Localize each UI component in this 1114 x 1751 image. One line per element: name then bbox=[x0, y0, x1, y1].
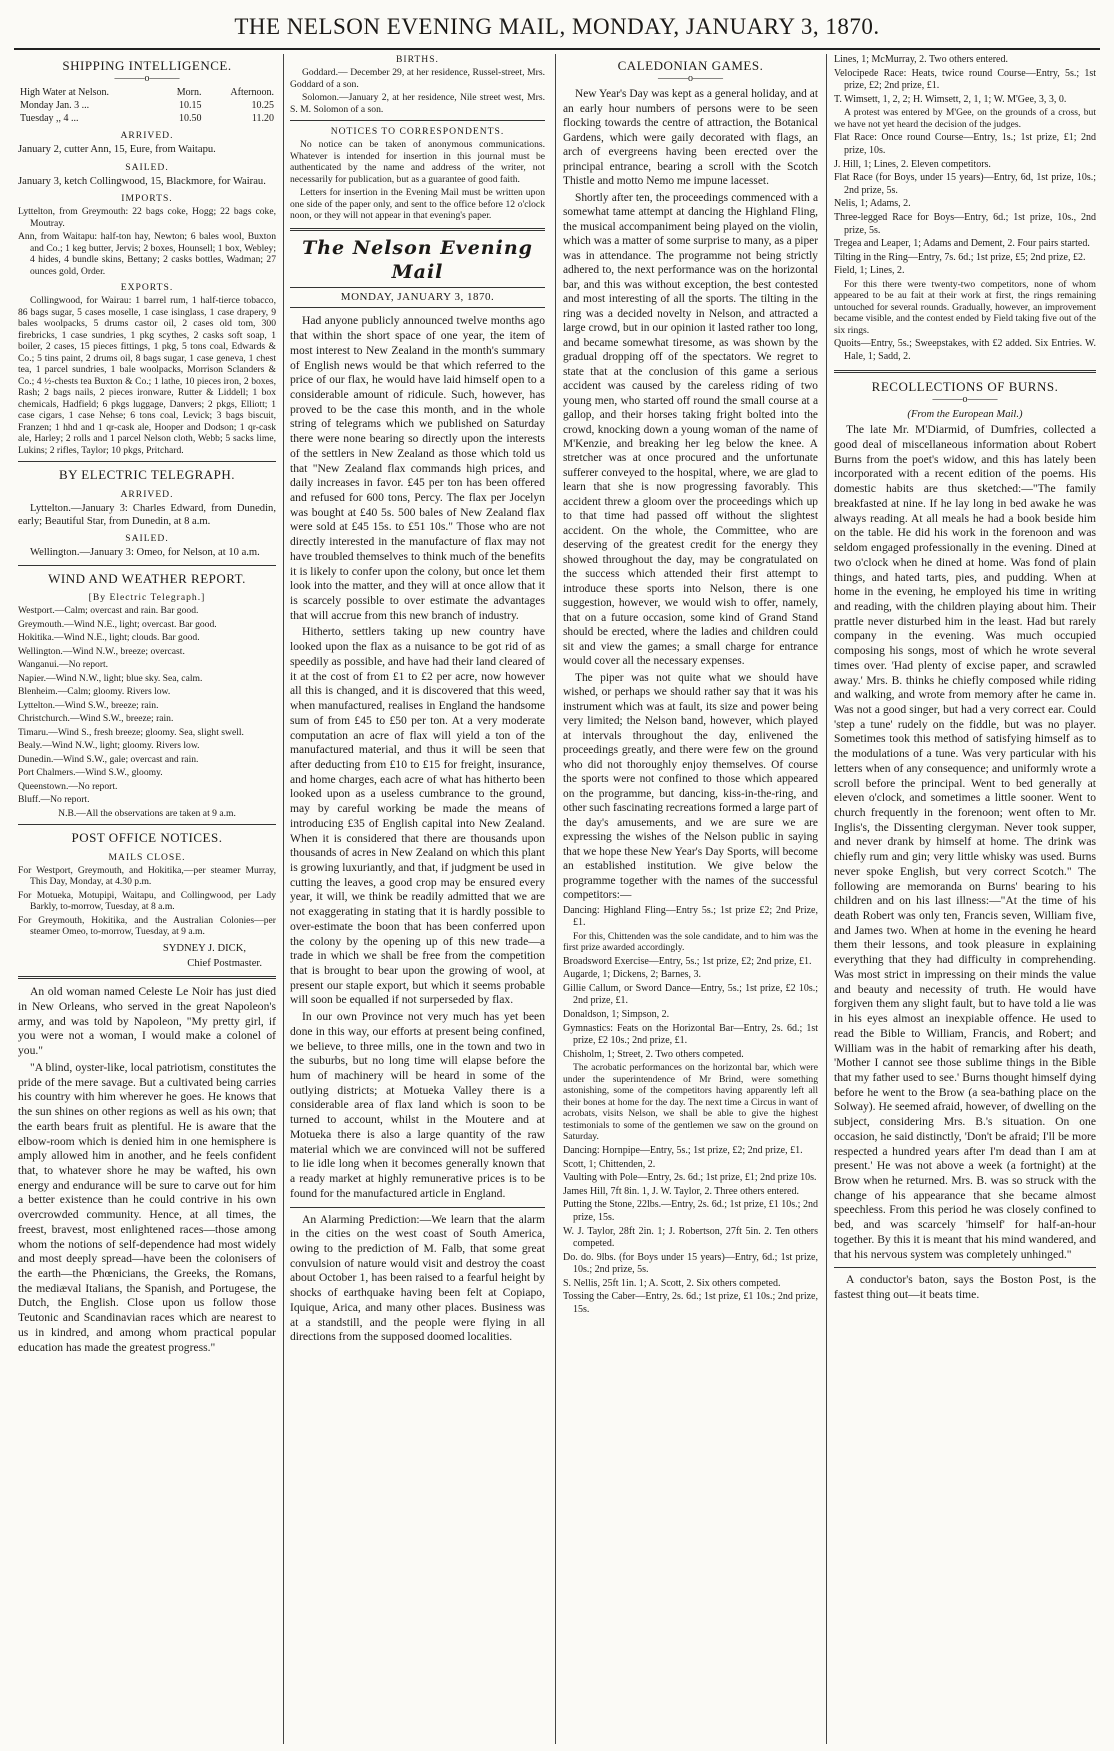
weather-entry: Timaru.—Wind S., fresh breeze; gloomy. Sea, slight swell. bbox=[18, 726, 244, 738]
result-entry: Donaldson, 1; Simpson, 2. bbox=[563, 1009, 670, 1021]
column-4: Lines, 1; McMurray, 2. Two others entered. Velocipede Race: Heats, twice round Course—Entry, 5s.; 1st prize, £2; 2nd prize, £1. T. Wimsett, 1, 2, 2; H. Wimsett, 2, 1, 1; W. M'Gee, 3, 3, 0. A protest was entered by M'Gee, on the grounds of a cross, but we have not yet heard the decision of the judges. Flat Race: Once round Course—Entry, 1s.; 1st prize, £1; 2nd prize, 10s. J. Hill, 1; Lines, 2. Eleven competitors. Flat Race (for Boys, under 15 years)—Entry, 6d, 1st prize, 10s.; 2nd prize, 5s. Nelis, 1; Adams, 2. Three-legged Race for Boys—Entry, 6d.; 1st prize, 10s., 2nd prize, 5s. Tregea and Leaper, 1; Adams and Dement, 2. Four pairs started. Tilting in the Ring—Entry, 7s. 6d.; 1st prize, £5; 2nd prize, £2. Field, 1; Lines, 2. For this there were twenty-two competitors, none of whom appeared to be au fait at their work at first, the rings remaining untouched for several rounds. Gradually, however, an improvement became visible, and the contest ended by Field taking five out of the six rings. Quoits—Entry, 5s.; Sweepstakes, with £2 added. Six Entries. W. Hale, 1; Sadd, 2. RECOLLECTIONS OF BURNS. ———o——— (From the European Mail.) The late Mr. M'Diarmid, of Dumfries, collected a good deal of miscellaneous information about Robert Burns from the poet's widow, and this has lately been incorporated with a recent edition of the poems. His domestic habits are thus sketched:—"The family breakfasted at nine. If he lay long in bed awake he was always reading. At all meals he had a book beside him on the table. He did his work in the forenoon and was seldom engaged professionally in the evening. Dined at two o'clock when he dined at home. Was fond of plain things, and hated tarts, pies, and pudding. When at home in the evening, he employed his time in writing and reading, with the children playing about him. Their prattle never disturbed him in the least. Had but rarely company in the evening. Was much occupied composing his songs, most of which he wrote several times over. 'Had plenty of excise paper, and scrawled away.' Mrs. B. thinks he chiefly composed while riding and walking, and wrote from memory after he came in. Was not a good singer, but had a very correct ear. Could 'step a tune' rudely on the fiddle, but was no player. Sometimes took this method of satisfying himself as to the modulations of a tune. Was very particular with his letters when of any consequence; and uniformly wrote a scroll before the principal. Went to bed generally at eleven o'clock, and sometimes a little sooner. Went to church frequently in the forenoon; went often to Mr. Inglis's, the Dissenting clergyman. Never took supper, and never drank by himself at home. The drink was chiefly rum and gin; very little whisky was used. Burns never spoke English, but very correct Scotch." The following are memoranda on Burns' bearing to his children and on his last illness:—"At the time of his death Robert was only ten, Francis seven, William five, and James two. When at home in the evening he heard them their lessons, and took pleasure in explaining everything that they had difficulty in comprehending. Was most strict in impressing on their minds the value and beauty and necessity of truth. He would have forgiven them any slight fault, but to have told a lie was in his eyes almost an inexpiable offence. He used to read the Bible to William, Francis, and Robert; and William was in the habit of remarking after his death, 'Mother I cannot see those sublime things in the Bible that my father used to see.' Burns thought himself dying before he went to the Brow (a sea-bathing place on the Solway). He seemed afraid, however, of dwelling on the subject, considering Mrs. B.'s situation. On one occasion, he said distinctly, 'Don't be afraid; I'll be more respected a hundred years after I'm dead than I am at present.' He was not above a week (a fortnight) at the Brow when he returned. Mrs. B. was so struck with the change of his appearance that she became almost speechless. From this period he was closely confined to bed, and was scarcely 'himself' for half-an-hour together. By this it is meant that his mind wandered, and that his nervous system was completely unhinged." A conductor's baton, says the Boston Post, is the fastest thing out—it beats time. bbox=[834, 54, 1096, 1301]
weather-entry: Blenheim.—Calm; gloomy. Rivers low. bbox=[18, 686, 171, 698]
result-entry: Dancing: Highland Fling—Entry 5s.; 1st prize £2; 2nd Prize, £1. bbox=[563, 904, 818, 929]
result-entry: Gymnastics: Feats on the Horizontal Bar—Entry, 2s. 6d.; 1st prize, £2 10s.; 2nd prize, £1. bbox=[563, 1022, 818, 1047]
tide-table: High Water at Nelson. Morn. Afternoon. Monday Jan. 3 ... 10.15 10.25 Tuesday ,, 4 ... 10.50 11.20 bbox=[20, 87, 274, 124]
weather-entry: Wanganui.—No report. bbox=[18, 659, 109, 671]
correspondents-notice: Letters for insertion in the Evening Mail must be written upon one side of the paper only, and sent to the office before 12 o'clock noon, or they will not appear in that evening's paper. bbox=[290, 187, 545, 222]
weather-entry: Bluff.—No report. bbox=[18, 794, 90, 806]
result-entry: Flat Race: Once round Course—Entry, 1s.; 1st prize, £1; 2nd prize, 10s. bbox=[834, 132, 1096, 156]
weather-title: WIND AND WEATHER REPORT. bbox=[48, 570, 246, 586]
column-2 bbox=[290, 54, 545, 1744]
tide-row: Tuesday ,, 4 ... 10.50 11.20 bbox=[20, 112, 274, 124]
result-entry: Quoits—Entry, 5s.; Sweepstakes, with £2 added. Six Entries. W. Hale, 1; Sadd, 2. bbox=[834, 338, 1096, 362]
result-entry: Vaulting with Pole—Entry, 2s. 6d.; 1st prize, £1; 2nd prize 10s. bbox=[563, 1172, 817, 1184]
column-divider bbox=[555, 54, 556, 1744]
games-results-continued bbox=[834, 54, 1096, 364]
weather-entry: Bealy.—Wind N.W., light; gloomy. Rivers low. bbox=[18, 740, 200, 752]
caledonian-title: CALEDONIAN GAMES. bbox=[617, 58, 764, 73]
mail-entry: For Motueka, Motupipi, Waitapu, and Collingwood, per Lady Barkly, to-morrow, Tuesday, at 8 a.m. bbox=[18, 889, 276, 913]
exports-text: Collingwood, for Wairau: 1 barrel rum, 1 half-tierce tobacco, 86 bags sugar, 5 cases moselle, 1 case isinglass, 1 case drapery, 9 bales woolpacks, 5 drums castor oil, 2 cases old tom, 300 firebricks, 1 case sundries, 1 pkg scythes, 2 casks soft soap, 1 boiler, 2 cases, 15 pieces fittings, 1 pkg, 5 tons coal, Edwards & Co.; 5 tins paint, 2 drums oil, 8 bags sugar, 1 case geneva, 1 chest tea, 1 parcel sundries, 1 bale woolpacks, Morrison Sclanders & Co.; 4 ½-chests tea Buxton & Co.; 1 lathe, 10 pieces iron, 2 boxes, Rash; 2 bags nails, 2 pieces ironware, Rutter & Liddell; 1 box chemicals, Hadfield; 6 pkgs luggage, Danvers; 2 pkgs, Elliott; 1 case cigars, 1 case Nehse; 6 tons coal, Levick; 3 bags biscuit, Franzen; 1 hhd and 1 qr-cask ale, Hooper and Dodson; 1 qr-cask ale, Harley; 2 rolls and 1 parcel Nelson cloth, Webb; 5 sacks lime, Lukins; 2 rifles, Taylor; 10 pkgs, Pritchard. bbox=[18, 295, 276, 456]
baton-paragraph: A conductor's baton, says the Boston Post, is the fastest thing out—it beats time. bbox=[834, 1273, 1096, 1301]
result-entry: Three-legged Race for Boys—Entry, 6d.; 1st prize, 10s., 2nd prize, 5s. bbox=[834, 211, 1096, 236]
correspondents-heading: NOTICES TO CORRESPONDENTS. bbox=[330, 126, 505, 138]
arrival: January 2, cutter Ann, 15, Eure, from Waitapu. bbox=[18, 144, 216, 156]
arrived-heading: ARRIVED. bbox=[120, 130, 174, 142]
postmaster-title: Chief Postmaster. bbox=[187, 957, 262, 969]
column-divider bbox=[283, 54, 284, 1744]
weather-entry: Hokitika.—Wind N.E., light; clouds. Bar good. bbox=[18, 632, 200, 644]
weather-entry: Christchurch.—Wind S.W., breeze; rain. bbox=[18, 713, 174, 725]
burns-source: (From the European Mail.) bbox=[907, 408, 1023, 420]
result-entry: Dancing: Hornpipe—Entry, 5s.; 1st prize, £2; 2nd prize, £1. bbox=[563, 1144, 803, 1156]
correspondents-notice: No notice can be taken of anonymous communications. Whatever is intended for insertion in this journal must be authenticated by the name and address of the writer, not necessarily for publication, but as a guarantee of good faith. bbox=[290, 139, 545, 185]
result-entry: Broadsword Exercise—Entry, 5s.; 1st prize, £2; 2nd prize, £1. bbox=[563, 955, 812, 967]
result-entry: Velocipede Race: Heats, twice round Course—Entry, 5s.; 1st prize, £2; 2nd prize, £1. bbox=[834, 67, 1096, 92]
birth-notice: Goddard.— December 29, at her residence, Russel-street, Mrs. Goddard of a son. bbox=[290, 67, 545, 90]
result-note: For this there were twenty-two competitors, none of whom appeared to be au fait at their work at first, the rings remaining untouched for several rounds. Gradually, however, an improvement became visible, and the contest ended by Field taking five out of the six rings. bbox=[834, 278, 1096, 336]
editorial-paragraph: Had anyone publicly announced twelve months ago that within the short space of one year, the item of most interest to New Zealand in the month's summary of English news would be that which referred to the price of our flax, he would have laid himself open to a considerable amount of ridicule. Such, however, has proved to be the case this month, and in the whole string of telegrams which we published on Saturday there were none bearing so directly upon the interests of the settlers in New Zealand as those which told us that "New Zealand flax commands high prices, and daily increases in favor. £45 per ton has been offered and refused for 600 tons, Percy. The flax per Jocelyn was bought at £40 5s. 500 bales of New Zealand flax were sold at £45 15s. to £51 10s." Those who are not directly interested in the manufacture of flax may not have troubled themselves to think much of the benefits it is likely to confer upon the colony, but once let them look into the matter, and they will at once allow that it is scarcely possible to over estimate the advantages that will accrue from this new branch of industry. bbox=[290, 314, 545, 622]
result-entry: Augarde, 1; Dickens, 2; Barnes, 3. bbox=[563, 969, 702, 981]
editorial-dateline: MONDAY, JANUARY 3, 1870. bbox=[290, 287, 545, 309]
result-entry: Putting the Stone, 22lbs.—Entry, 2s. 6d.; 1st prize, £1 10s.; 2nd prize, 15s. bbox=[563, 1199, 818, 1223]
sailed-heading: SAILED. bbox=[125, 161, 169, 173]
result-entry: Scott, 1; Chittenden, 2. bbox=[563, 1158, 656, 1170]
result-entry: Do. do. 9lbs. (for Boys under 15 years)—Entry, 6d.; 1st prize, 10s.; 2nd prize, 5s. bbox=[563, 1251, 818, 1276]
weather-list bbox=[18, 605, 276, 806]
burns-paragraph: The late Mr. M'Diarmid, of Dumfries, collected a good deal of miscellaneous information about Robert Burns from the poet's widow, and this has lately been incorporated with a recent edition of the poems. His domestic habits are thus sketched:—"The family breakfasted at nine. If he lay long in bed awake he was always reading. At all meals he had a book beside him on the table. He did his work in the forenoon and was seldom engaged professionally in the evening. Dined at two o'clock when he dined at home. Was fond of plain things, and hated tarts, pies, and pudding. When at home in the evening, he employed his time in writing and reading, with the children playing about him. Their prattle never disturbed him in the least. Had but rarely company in the evening. Was much occupied composing his songs, most of which he wrote several times over. 'Had plenty of excise paper, and scrawled away.' Mrs. B. thinks he chiefly composed while riding and walking, and wrote from memory after he came in. Was not a good singer, but had a very correct ear. Could 'step a tune' rudely on the fiddle, but was no player. Sometimes took this method of satisfying himself as to the modulations of a tune. Was very particular with his letters when of any consequence; and uniformly wrote a scroll before the principal. Went to bed generally at eleven o'clock, and sometimes a little sooner. Went to church frequently in the forenoon; went often to Mr. Inglis's, the Dissenting clergyman. Never took supper, and never drank by himself at home. The drink was chiefly rum and gin; very little whisky was used. Burns never spoke English, but very correct Scotch." The following are memoranda on Burns' bearing to his children and on his last illness:—"At the time of his death Robert was only ten, Francis seven, William five, and James two. When at home in the evening he heard them their lessons, and took pleasure in explaining everything that they had difficulty in comprehending. Was most strict in impressing on their minds the value and beauty and necessity of truth. He would have forgiven them any slight fault, but to have told a lie was in his eyes almost an inexpiable offence. He used to read the Bible to William, Francis, and Robert; and William was in the habit of remarking after his death, 'Mother I cannot see those sublime things in the Bible that my father used to see.' Burns thought himself dying before he went to the Brow (a sea-bathing place on the Solway). He seemed afraid, however, of dwelling on the subject, considering Mrs. B.'s situation. On one occasion, he said distinctly, 'Don't be afraid; I'll be more respected a hundred years after I'm dead than I am at present.' He was not above a week (a fortnight) at the Brow when he returned. Mrs. B. was so struck with the change of his appearance that she became almost speechless. From this period he was closely confined to bed, and was scarcely 'himself' for half-an-hour together. By this it is meant that his mind wandered, and that his nervous system was completely unhinged." bbox=[834, 423, 1096, 1261]
result-entry: Gillie Callum, or Sword Dance—Entry, 5s.; 1st prize, £2 10s.; 2nd prize, £1. bbox=[563, 982, 818, 1007]
result-entry: T. Wimsett, 1, 2, 2; H. Wimsett, 2, 1, 1; W. M'Gee, 3, 3, 0. bbox=[834, 93, 1067, 105]
games-paragraph: New Year's Day was kept as a general holiday, and at an early hour numbers of persons were to be seen flocking towards the centre of attraction, the Botanical Gardens, which were gaily decorated with flags, an arch of evergreens having been erected over the principal entrance, bearing a scroll with the Scotch Thistle and motto Nemo me impune lacesset. bbox=[563, 88, 818, 188]
result-entry: James Hill, 7ft 8in. 1, J. W. Taylor, 2. Three others entered. bbox=[563, 1185, 799, 1197]
result-entry: Flat Race (for Boys, under 15 years)—Entry, 6d, 1st prize, 10s.; 2nd prize, 5s. bbox=[834, 172, 1096, 196]
weather-entry: Queenstown.—No report. bbox=[18, 780, 118, 792]
telegraph-sailed: Wellington.—January 3: Omeo, for Nelson, at 10 a.m. bbox=[30, 547, 260, 559]
result-note: A protest was entered by M'Gee, on the grounds of a cross, but we have not yet heard the decision of the judges. bbox=[834, 107, 1096, 130]
weather-entry: Westport.—Calm; overcast and rain. Bar good. bbox=[18, 605, 199, 617]
result-entry: Chisholm, 1; Street, 2. Two others competed. bbox=[563, 1048, 744, 1060]
column-3: CALEDONIAN GAMES. ———o——— New Year's Day was kept as a general holiday, and at an early hour numbers of persons were to be seen flocking towards the centre of attraction, the Botanical Gardens, which were gaily decorated with flags, an arch of evergreens having been erected over the principal entrance, bearing a scroll with the Scotch Thistle and motto Nemo me impune lacesset. Shortly after ten, the proceedings commenced with a somewhat tame attempt at dancing the Highland Fling, the musical accompaniment being played on the violin, which was a matter of some surprise to many, as a piper was in attendance. The programme not being strictly adhered to, the next performance was on the horizontal bar, and this was without exception, the best contested and most interesting of all the sports. The tilting in the ring was a decided novelty in Nelson, and attracted a large crowd, but in our opinion it lasted rather too long, and became somewhat tiresome, as was shown by the gradual dropping off of the spectators. We regret to state that at the conclusion of this game a serious accident was caused by the careless riding of two young men, who started off round the small course at a gallop, and their horses taking fright bolted into the crowd, knocking down a young woman of the name of M'Kenzie, and breaking her leg below the knee. A stretcher was at once procured and the unfortunate sufferer conveyed to the hospital, where, we are glad to learn that she is now progressing favorably. This accident threw a gloom over the proceedings which up to that time had passed off without the slightest accident. On the whole, the Committee, who are deserving of the greatest credit for the energy they showed throughout the day, may be congratulated on the success which attended their first attempt to introduce these sports into Nelson, there is one suggestion, however, we would wish to offer, namely, that on a future occasion, some kind of Grand Stand should be erected, where the ladies and children could sit and view the games; a small charge for entrance would cover all the necessary expenses. The piper was not quite what we should have wished, or perhaps we should rather say that it was his instrument which was at fault, its size and power being very limited; the Nelson band, however, which played at intervals throughout the day, enlivened the proceedings greatly, and there were few on the ground who did not thoroughly enjoy themselves. Of course the sports were not confined to those which appeared on the programme, but dancing, kiss-in-the-ring, and other such fascinating recreations formed a large part of the day's amusements, and we are sure we are expressing the wishes of the Nelson public in saying that we hope these New Year's Day Sports, will become an established institution. We give below the programme together with the names of the successful competitors:— Dancing: Highland Fling—Entry 5s.; 1st prize £2; 2nd Prize, £1. For this, Chittenden was the sole candidate, and to him was the first prize awarded accordingly. Broadsword Exercise—Entry, 5s.; 1st prize, £2; 2nd prize, £1. Augarde, 1; Dickens, 2; Barnes, 3. Gillie Callum, or Sword Dance—Entry, 5s.; 1st prize, £2 10s.; 2nd prize, £1. Donaldson, 1; Simpson, 2. Gymnastics: Feats on the Horizontal Bar—Entry, 2s. 6d.; 1st prize, £2 10s.; 2nd prize, £1. Chisholm, 1; Street, 2. Two others competed. The acrobatic performances on the horizontal bar, which were under the superintendence of Mr Brind, were something astonishing, some of the competitors having apparently left all their bones at home for the day. The next time a Circus in want of acrobats, visits Nelson, we shall be able to give the highest testimonials to some of the gentlemen we saw on the ground on Saturday. Dancing: Hornpipe—Entry, 5s.; 1st prize, £2; 2nd prize, £1. Scott, 1; Chittenden, 2. Vaulting with Pole—Entry, 2s. 6d.; 1st prize, £1; 2nd prize 10s. James Hill, 7ft 8in. 1, J. W. Taylor, 2. Three others entered. Putting the Stone, 22lbs.—Entry, 2s. 6d.; 1st prize, £1 10s.; 2nd prize, 15s. W. J. Taylor, 28ft 2in. 1; J. Robertson, 27ft 5in. 2. Ten others competed. Do. do. 9lbs. (for Boys under 15 years)—Entry, 6d.; 1st prize, 10s.; 2nd prize, 5s. S. Nellis, 25ft 1in. 1; A. Scott, 2. Six others competed. Tossing the Caber—Entry, 2s. 6d.; 1st prize, £1 10s.; 2nd prize, 15s. bbox=[563, 58, 818, 1316]
telegraph-title: BY ELECTRIC TELEGRAPH. bbox=[58, 467, 236, 483]
import-entry: Ann, from Waitapu: half-ton hay, Newton; 6 bales wool, Buxton and Co.; 1 keg butter, Jervis; 2 boxes, Hounsell; 1 box, Webley; 4 hides, 4 bundle skins, Bettany; 2 casks bottles, Wadman; 27 ounces gold, Order. bbox=[18, 231, 276, 277]
result-entry: Tossing the Caber—Entry, 2s. 6d.; 1st prize, £1 10s.; 2nd prize, 15s. bbox=[563, 1291, 818, 1316]
weather-entry: Port Chalmers.—Wind S.W., gloomy. bbox=[18, 767, 163, 779]
games-results bbox=[563, 905, 818, 1317]
weather-note: N.B.—All the observations are taken at 9 a.m. bbox=[58, 807, 236, 819]
games-paragraph: The piper was not quite what we should have wished, or perhaps we should rather say that it was his instrument which was at fault, its size and power being very limited; the Nelson band, however, which played at intervals throughout the day, enlivened the proceedings greatly, and there were few on the ground who did not thoroughly enjoy themselves. Of course the sports were not confined to those which appeared on the programme, but dancing, kiss-in-the-ring, and other such fascinating recreations formed a large part of the day's amusements, and we are sure we are expressing the wishes of the Nelson public in saying that we hope these New Year's Day Sports, will become an established institution. We give below the programme together with the names of the successful competitors:— bbox=[563, 671, 818, 902]
post-office-title: POST OFFICE NOTICES. bbox=[71, 830, 223, 846]
editorial-paragraph: Hitherto, settlers taking up new country have looked upon the flax as a nuisance to be got rid of as speedily as possible, and have had their land cleared of it at the cost of from £1 to £2 per acre, now however all this is changed, and it is discovered that this weed, when manufactured, realises in England the handsome sum of from £45 to £50 per ton. At a very moderate computation an acre of flax will yield a ton of the manufactured material, and thus it will be seen that after deducting from £10 to £15 for freight, insurance, and home charges, each acre of what has hitherto been looked upon as a useless cumbrance to the ground, may by careful working be made the means of introducing £35 of English capital into New Zealand. When it is considered that there are thousands upon thousands of acres in New Zealand on which this plant is growing luxuriantly, and that, if judgment be used in cutting the leaves, a good crop may be ensured every year, it will, we think be readily admitted that we are not exaggerating in stating that it is hardly possible to over-estimate the boon that has been conferred upon the colony by the opening up of this new trade—a trade in which we shall be free from the competition that is brought to bear upon the growing of wool, at present our staple export, but which it seems probable will soon be equalled if not surperseded by flax. bbox=[290, 625, 545, 1007]
news-paragraph: An old woman named Celeste Le Noir has just died in New Orleans, who served in the great Napoleon's army, and was told by Napoleon, "My pretty girl, if you were not a woman, I would make a colonel of you." bbox=[18, 985, 276, 1058]
weather-entry: Dunedin.—Wind S.W., gale; overcast and rain. bbox=[18, 753, 199, 765]
weather-entry: Wellington.—Wind N.W., breeze; overcast. bbox=[18, 645, 185, 657]
result-entry: J. Hill, 1; Lines, 2. Eleven competitors. bbox=[834, 158, 991, 170]
births-heading: BIRTHS. bbox=[396, 54, 439, 65]
masthead: THE NELSON EVENING MAIL, MONDAY, JANUARY 3, 1870. bbox=[234, 14, 880, 39]
telegraph-arrived: Lyttelton.—January 3: Charles Edward, from Dunedin, early; Beautiful Star, from Dunedin, at 8 a.m. bbox=[18, 502, 276, 527]
postmaster-name: SYDNEY J. DICK, bbox=[162, 942, 246, 954]
sailing: January 3, ketch Collingwood, 15, Blackmore, for Wairau. bbox=[18, 175, 266, 187]
result-entry: S. Nellis, 25ft 1in. 1; A. Scott, 2. Six others competed. bbox=[563, 1277, 781, 1289]
shipping-title: SHIPPING INTELLIGENCE. bbox=[62, 58, 232, 73]
result-note: For this, Chittenden was the sole candidate, and to him was the first prize awarded accordingly. bbox=[563, 930, 818, 954]
weather-entry: Greymouth.—Wind N.E., light; overcast. Bar good. bbox=[18, 618, 217, 630]
mail-entry: For Westport, Greymouth, and Hokitika,—per steamer Murray, This Day, Monday, at 4.30 p.m. bbox=[18, 864, 276, 888]
games-paragraph: Shortly after ten, the proceedings commenced with a somewhat tame attempt at dancing the Highland Fling, the musical accompaniment being played on the violin, which was a matter of some surprise to many, as a piper was in attendance. The programme not being strictly adhered to, the next performance was on the horizontal bar, and this was without exception, the best contested and most interesting of all the sports. The tilting in the ring was a decided novelty in Nelson, and attracted a large crowd, but in our opinion it lasted rather too long, and became somewhat tiresome, as was shown by the gradual dropping off of the spectators. We regret to state that at the conclusion of this game a serious accident was caused by the careless riding of two young men, who started off round the small course at a gallop, and their horses taking fright bolted into the crowd, knocking down a young woman of the name of M'Kenzie, and breaking her leg below the knee. A stretcher was at once procured and the unfortunate sufferer conveyed to the hospital, where, we are glad to learn that she is now progressing favorably. This accident threw a gloom over the proceedings which up to that time had passed off without the slightest accident. On the whole, the Committee, who are deserving of the greatest credit for the energy they showed throughout the day, may be congratulated on the success which attended their first attempt to introduce these sports into Nelson, there is one suggestion, however, we would wish to offer, namely, that on a future occasion, some kind of Grand Stand should be erected, where the ladies and children could sit and view the games; a small charge for entrance would cover all the necessary expenses. bbox=[563, 191, 818, 668]
mail-entry: For Greymouth, Hokitika, and the Australian Colonies—per steamer Omeo, to-morrow, Tuesday, at 9 a.m. bbox=[18, 914, 276, 938]
post-list bbox=[18, 865, 276, 938]
alarm-paragraph: An Alarming Prediction:—We learn that the alarm in the cities on the west coast of South America, owing to the prediction of M. Falb, that some great convulsion of nature would visit and destroy the coast about October 1, has been raised to a fearful height by shocks of earthquake having been felt at Copiapo, Iquique, Arica, and many other places. Business was at a standstill, and the people were flying in all directions from the supposed doomed localities. bbox=[290, 1212, 545, 1344]
news-paragraph: "A blind, oyster-like, local patriotism, constitutes the pride of the mere savage. But a cultivated being carries his country with him wherever he goes. He knows that the sun shines on other regions as well as his own; that the earth bears fruit as plentiful. He is aware that the elbow-room which is denied him in one hemisphere is amply allowed him in another, and he feels confident that, to whatever shore he may be wafted, his own energy and endurance will be sure to carve out for him a better existence than he could contrive in his own overcrowded community. Hence, at all times, the freest, bravest, most enlightened races—those among whom the notions of self-dependence had most widely and most deeply spread—have been the colonisers of the earth—the Phœnicians, the Greeks, the Romans, the mediæval Italians, the Spanish, and Portugese, the Dutch, the English. Close upon us follow those Teutonic and Scandinavian races which are nearest to us in kindred, and among whom practical popular education has made the greatest progress." bbox=[18, 1060, 276, 1354]
editorial-paragraph: In our own Province not very much has yet been done in this way, our efforts at present being confined, we believe, to three mills, one in the town and two in the suburbs, but no long time will elapse before the hum of machinery will be heard in some of the outlying districts; at Motueka Valley there is a considerable area of flax land which is soon to be turned to account, whilst in the Moutere and at Motueka there is also a large quantity of the raw material which we are convinced will not be suffered to lie idle long when it becomes generally known that a ready market at highly remunerative prices is to be found for the manufactured article in England. bbox=[290, 1010, 545, 1200]
newspaper-logo: The Nelson Evening Mail bbox=[302, 236, 533, 283]
result-entry: Tregea and Leaper, 1; Adams and Dement, 2. Four pairs started. bbox=[834, 238, 1090, 250]
exports-heading: EXPORTS. bbox=[120, 282, 174, 294]
weather-entry: Lyttelton.—Wind S.W., breeze; rain. bbox=[18, 699, 159, 711]
result-entry: Lines, 1; McMurray, 2. Two others entered. bbox=[834, 54, 1008, 65]
result-entry: W. J. Taylor, 28ft 2in. 1; J. Robertson, 27ft 5in. 2. Ten others competed. bbox=[563, 1225, 818, 1250]
birth-notice: Solomon.—January 2, at her residence, Nile street west, Mrs. S. M. Solomon of a son. bbox=[290, 92, 545, 115]
burns-title: RECOLLECTIONS OF BURNS. bbox=[871, 378, 1059, 394]
column-1: SHIPPING INTELLIGENCE. ———o——— High Water at Nelson. Morn. Afternoon. Monday Jan. 3 ... 10.15 10.25 Tuesday ,, 4 ... 10.50 11.20 ARRIVED. January 2, cutter Ann, 15, Eure, from Waitapu. SAILED. January 3, ketch Collingwood, 15, Blackmore, for Wairau. IMPORTS. Lyttelton, from Greymouth: 22 bags coke, Hogg; 22 bags coke, Moutray. Ann, from Waitapu: half-ton hay, Newton; 6 bales wool, Buxton and Co.; 1 keg butter, Jervis; 2 boxes, Hounsell; 1 box, Webley; 4 hides, 4 bundle skins, Bettany; 2 casks bottles, Wadman; 27 ounces gold, Order. EXPORTS. Collingwood, for Wairau: 1 barrel rum, 1 half-tierce tobacco, 86 bags sugar, 5 cases moselle, 1 case isinglass, 1 case drapery, 9 bales woolpacks, 5 drums castor oil, 2 cases old tom, 300 firebricks, 1 case sundries, 1 pkg scythes, 2 casks soft soap, 1 boiler, 2 cases, 15 pieces fittings, 1 pkg, 5 tons coal, Edwards & Co.; 5 tins paint, 2 drums oil, 8 bags sugar, 1 case geneva, 1 chest tea, 1 parcel sundries, 1 bale woolpacks, Morrison Sclanders & Co.; 4 ½-chests tea Buxton & Co.; 1 lathe, 10 pieces iron, 2 boxes, Rash; 2 bags nails, 2 pieces ironware, Rutter & Liddell; 1 box chemicals, Hadfield; 6 pkgs luggage, Danvers; 2 pkgs, Elliott; 1 case cigars, 1 case Nehse; 6 tons coal, Levick; 3 bags biscuit, Franzen; 1 hhd and 1 qr-cask ale, Hooper and Dodson; 1 qr-cask ale, Harley; 2 rolls and 1 parcel Nelson cloth, Webb; 5 sacks lime, Lukins; 2 rifles, Taylor; 10 pkgs, Pritchard. BY ELECTRIC TELEGRAPH. ARRIVED. Lyttelton.—January 3: Charles Edward, from Dunedin, early; Beautiful Star, from Dunedin, at 8 a.m. SAILED. Wellington.—January 3: Omeo, for Nelson, at 10 a.m. WIND AND WEATHER REPORT. [By Electric Telegraph.] Westport.—Calm; overcast and rain. Bar good. Greymouth.—Wind N.E., light; overcast. Bar good. Hokitika.—Wind N.E., light; clouds. Bar good. Wellington.—Wind N.W., breeze; overcast. Wanganui.—No report. Napier.—Wind N.W., light; blue sky. Sea, calm. Blenheim.—Calm; gloomy. Rivers low. Lyttelton.—Wind S.W., breeze; rain. Christchurch.—Wind S.W., breeze; rain. Timaru.—Wind S., fresh breeze; gloomy. Sea, slight swell. Bealy.—Wind N.W., light; gloomy. Rivers low. Dunedin.—Wind S.W., gale; overcast and rain. Port Chalmers.—Wind S.W., gloomy. Queenstown.—No report. Bluff.—No report. N.B.—All the observations are taken at 9 a.m. POST OFFICE NOTICES. MAILS CLOSE. For Westport, Greymouth, and Hokitika,—per steamer Murray, This Day, Monday, at 4.30 p.m. For Motueka, Motupipi, Waitapu, and Collingwood, per Lady Barkly, to-morrow, Tuesday, at 8 a.m. For Greymouth, Hokitika, and the Australian Colonies—per steamer Omeo, to-morrow, Tuesday, at 9 a.m. SYDNEY J. DICK, Chief Postmaster. An old woman named Celeste Le Noir has just died in New Orleans, who served in the great Napoleon's army, and was told by Napoleon, "My pretty girl, if you were not a woman, I would make a colonel of you." "A blind, oyster-like, local patriotism, constitutes the pride of the mere savage. But a cultivated being carries his country with him wherever he goes. He knows that the sun shines on other regions as well as his own; that the earth bears fruit as plentiful. He is aware that the elbow-room which is denied him in one hemisphere is amply allowed him in another, and he feels confident that, to whatever shore he may be wafted, his own energy and endurance will be sure to carve out for him a better existence than he could contrive in his own overcrowded community. Hence, at all times, the freest, bravest, most enlightened races—those among whom the notions of self-dependence had most widely and most deeply spread—have been the colonisers of the earth—the Phœnicians, the Greeks, the Romans, the mediæval Italians, the Spanish, and Portugese, the Dutch, the English. Close upon us follow those Teutonic and Scandinavian races which are nearest to us in kindred, and among whom practical popular education has made the greatest progress." bbox=[18, 58, 276, 1354]
imports-heading: IMPORTS. bbox=[121, 193, 173, 204]
tide-row: Monday Jan. 3 ... 10.15 10.25 bbox=[20, 99, 274, 111]
result-entry: Tilting in the Ring—Entry, 7s. 6d.; 1st prize, £5; 2nd prize, £2. bbox=[834, 251, 1086, 263]
masthead-rule bbox=[14, 48, 1100, 50]
import-entry: Lyttelton, from Greymouth: 22 bags coke, Hogg; 22 bags coke, Moutray. bbox=[18, 206, 276, 229]
column-divider bbox=[826, 54, 827, 1744]
result-note: The acrobatic performances on the horizontal bar, which were under the superintendence of Mr Brind, were something astonishing, some of the competitors having apparently left all their bones at home for the day. The next time a Circus in want of acrobats, visits Nelson, we shall be able to give the highest testimonials to some of the gentlemen we saw on the ground on Saturday. bbox=[563, 1062, 818, 1143]
result-entry: Nelis, 1; Adams, 2. bbox=[834, 198, 911, 210]
result-entry: Field, 1; Lines, 2. bbox=[834, 265, 905, 277]
weather-entry: Napier.—Wind N.W., light; blue sky. Sea, calm. bbox=[18, 672, 203, 684]
